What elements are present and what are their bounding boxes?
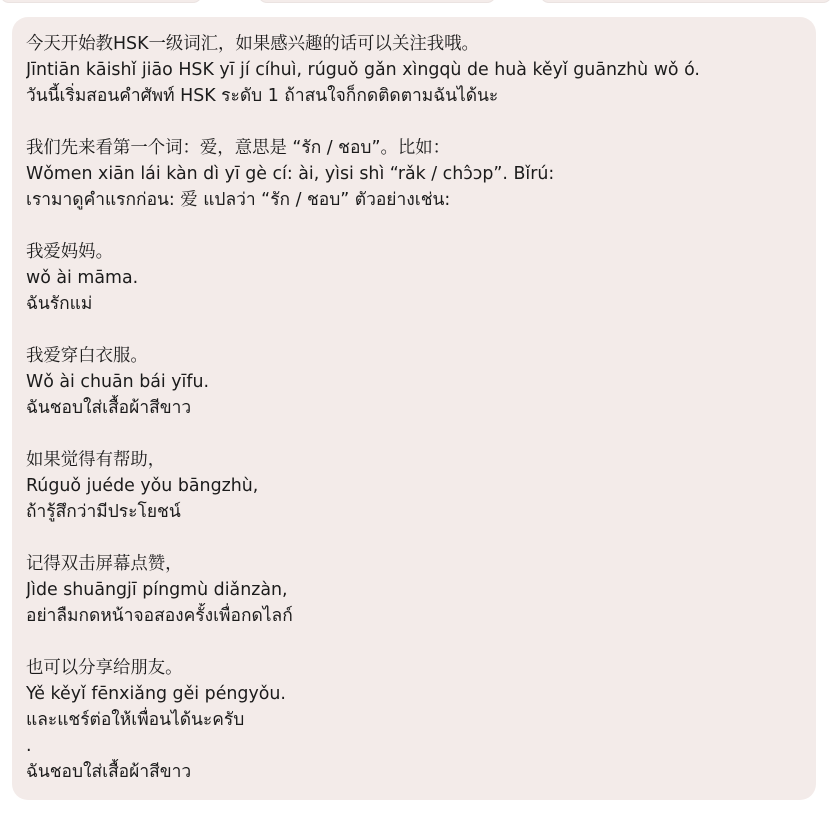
thai-line: เรามาดูคำแรกก่อน: 爱 แปลว่า “รัก / ชอบ” ตัวอย่างเช่น:	[26, 190, 451, 210]
pinyin-line: Jīntiān kāishǐ jiāo HSK yī jí cíhuì, rúguǒ gǎn xìngqù de huà kěyǐ guānzhù wǒ ó.	[26, 60, 700, 80]
intro-paragraph	[26, 31, 802, 109]
helpful-paragraph	[26, 447, 802, 525]
pinyin-line: Rúguǒ juéde yǒu bāngzhù,	[26, 476, 259, 496]
dot-line: .	[26, 736, 32, 756]
example-2-paragraph	[26, 343, 802, 421]
chinese-line: 记得双击屏幕点赞，	[26, 554, 183, 574]
pinyin-line: Wǒ ài chuān bái yīfu.	[26, 372, 210, 392]
message-bubble[interactable]	[12, 17, 816, 800]
thai-line: ถ้ารู้สึกว่ามีประโยชน์	[26, 502, 181, 522]
previous-bubble-edge	[0, 0, 202, 3]
chinese-line: 也可以分享给朋友。	[26, 658, 183, 678]
chinese-line: 今天开始教HSK一级词汇，如果感兴趣的话可以关注我哦。	[26, 34, 479, 54]
thai-line: ฉันชอบใส่เสื้อผ้าสีขาว	[26, 398, 192, 418]
share-paragraph	[26, 655, 802, 785]
previous-bubble-edge	[258, 0, 496, 3]
thai-line: วันนี้เริ่มสอนคำศัพท์ HSK ระดับ 1 ถ้าสนใจก็กดติดตามฉันได้นะ	[26, 86, 499, 106]
pinyin-line: Wǒmen xiān lái kàn dì yī gè cí: ài, yìsi shì “rǎk / chɔ̂ɔp”. Bǐrú:	[26, 164, 555, 184]
thai-line: อย่าลืมกดหน้าจอสองครั้งเพื่อกดไลก์	[26, 606, 293, 626]
pinyin-line: Yě kěyǐ fēnxiǎng gěi péngyǒu.	[26, 684, 286, 704]
chinese-line: 我爱穿白衣服。	[26, 346, 148, 366]
chinese-line: 如果觉得有帮助，	[26, 450, 166, 470]
like-paragraph	[26, 551, 802, 629]
thai-line: ฉันรักแม่	[26, 294, 93, 314]
thai-line: ฉันชอบใส่เสื้อผ้าสีขาว	[26, 762, 192, 782]
previous-bubble-edge	[540, 0, 830, 3]
previous-message-edges	[0, 0, 830, 2]
chinese-line: 我爱妈妈。	[26, 242, 113, 262]
thai-line: และแชร์ต่อให้เพื่อนได้นะครับ	[26, 710, 245, 730]
example-1-paragraph	[26, 239, 802, 317]
first-word-paragraph	[26, 135, 802, 213]
pinyin-line: wǒ ài māma.	[26, 268, 139, 288]
chinese-line: 我们先来看第一个词：爱，意思是 “รัก / ชอบ”。比如：	[26, 138, 451, 158]
pinyin-line: Jìde shuāngjī píngmù diǎnzàn,	[26, 580, 288, 600]
